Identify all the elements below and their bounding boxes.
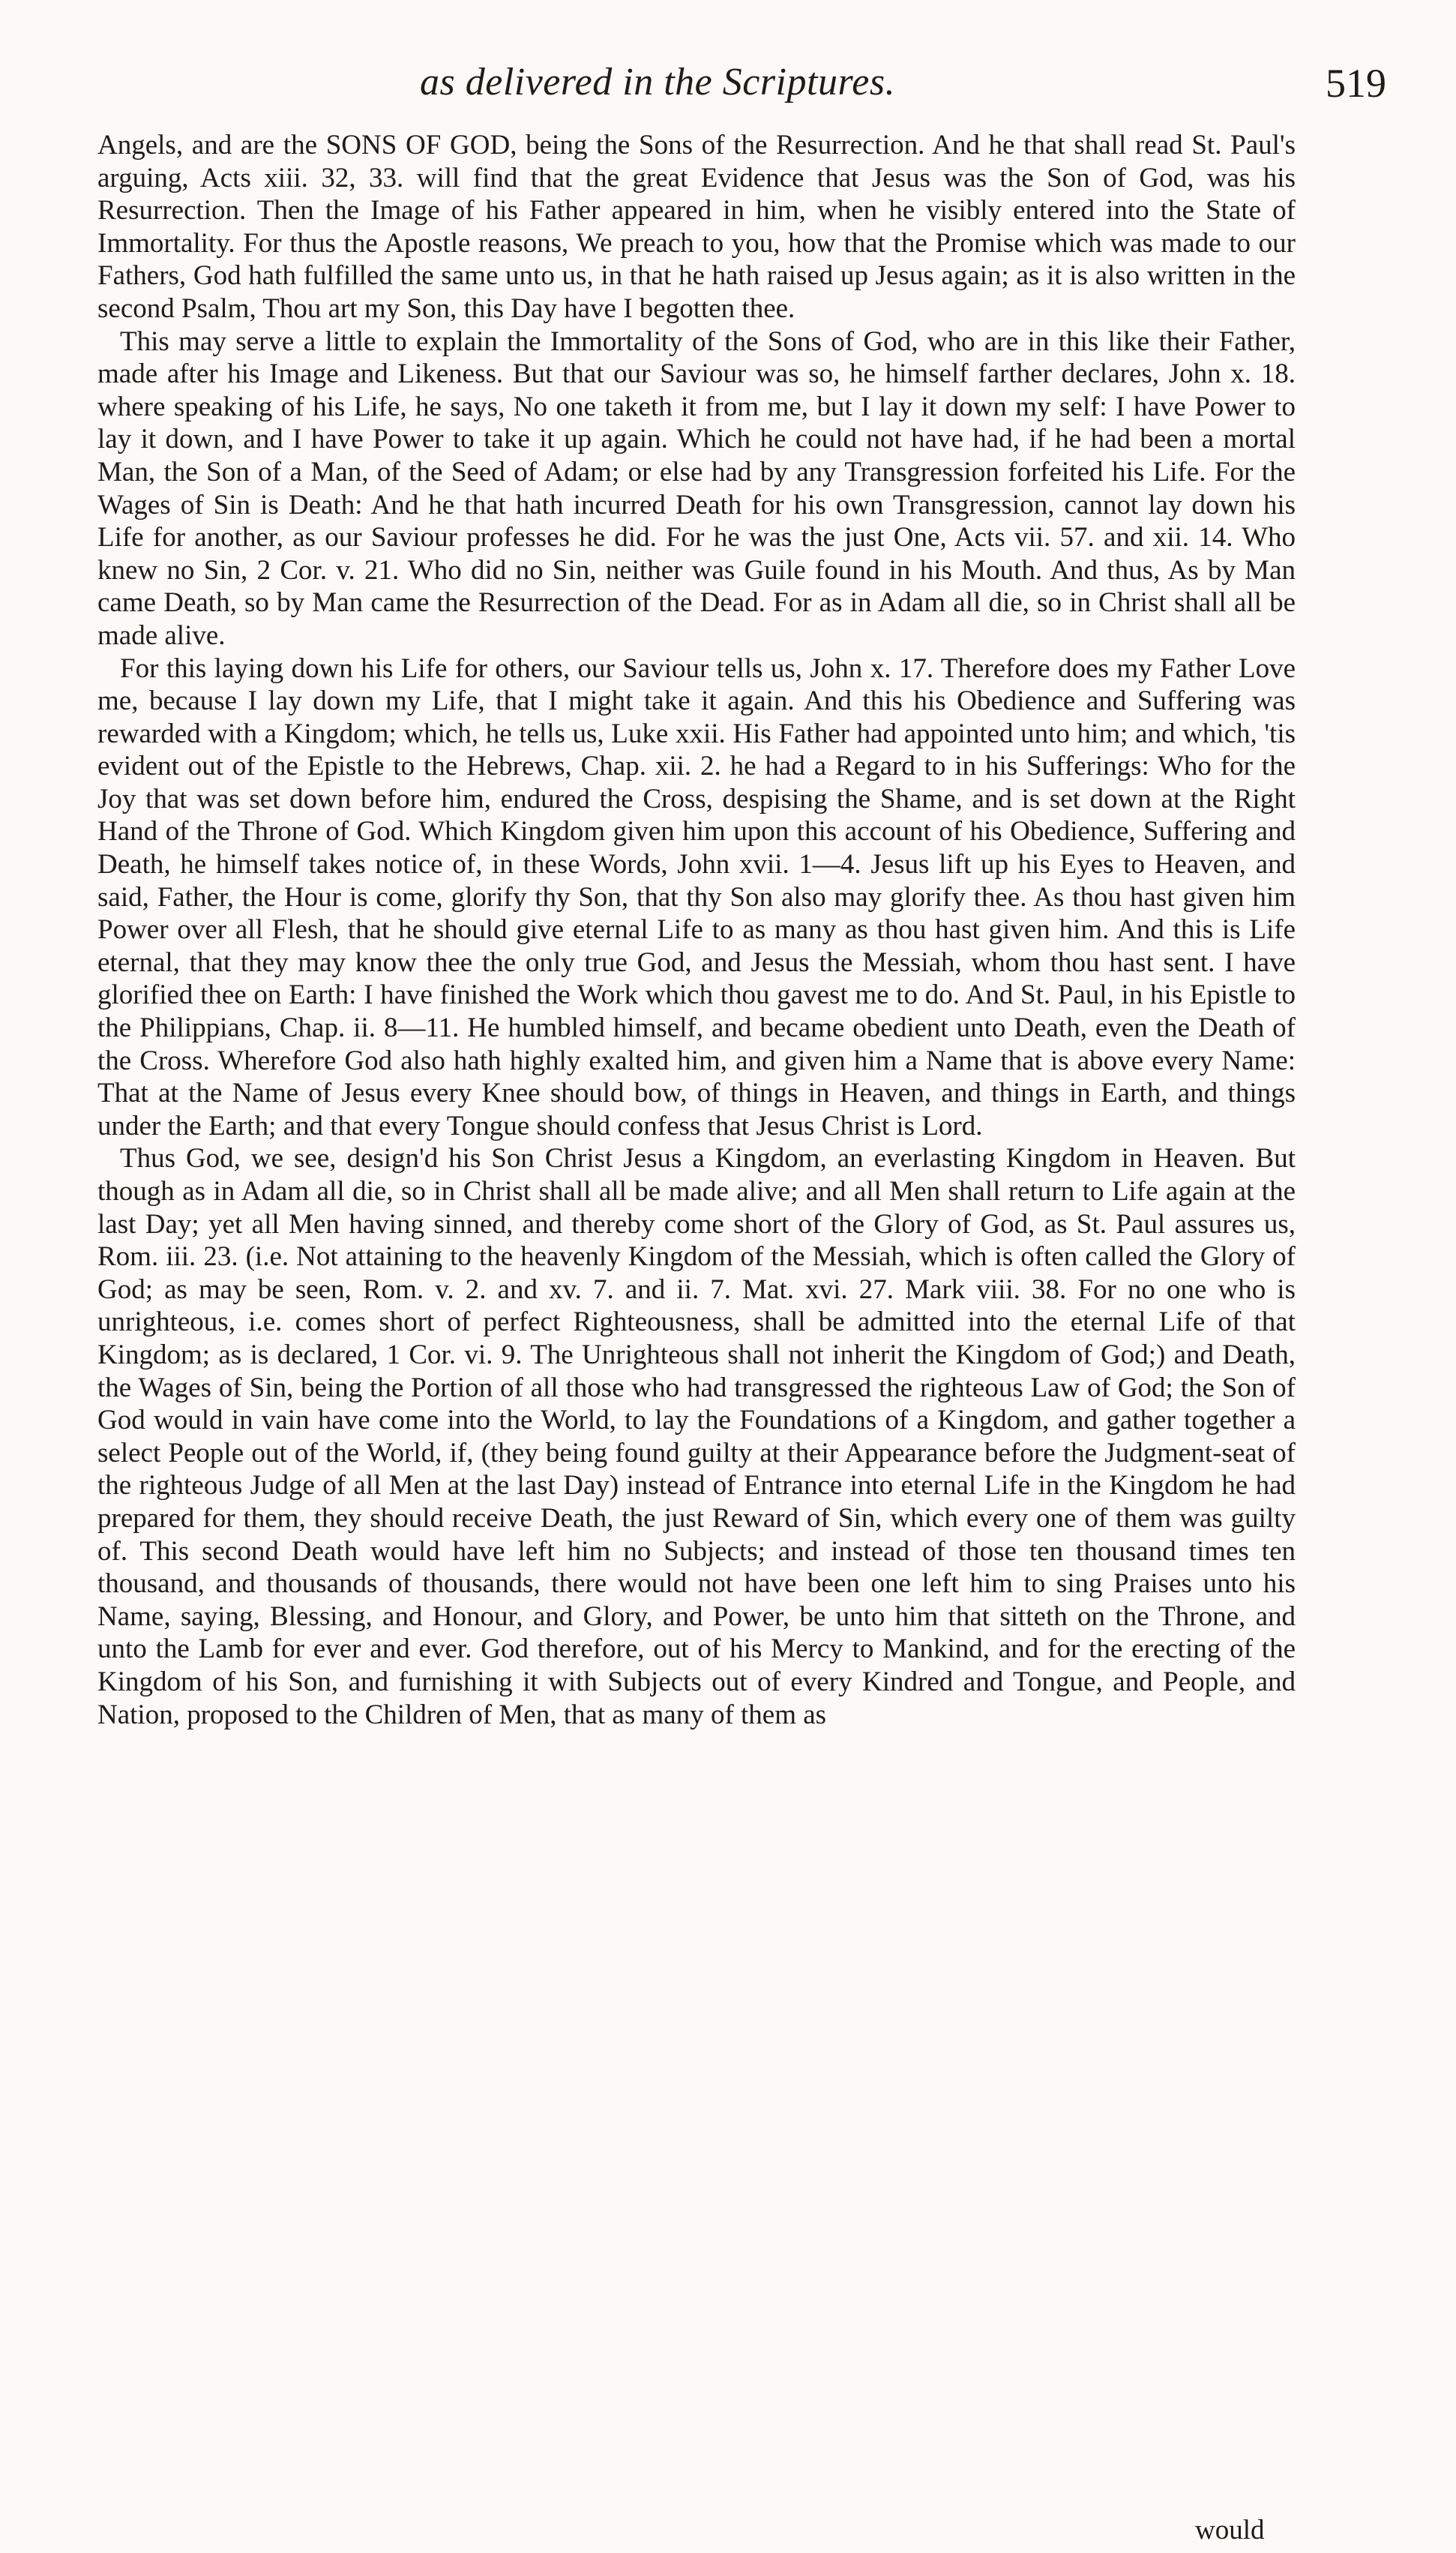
paragraph-3: For this laying down his Life for others, our Saviour tells us, John x. 17. Therefore does my Father Love me, because I lay down my Life, that I might take it again. And this his Obedience and Suffering was rewarded with a Kingdom; which, he tells us, Luke xxii. His Father had appointed unto him; and which, 'tis evident out of the Epistle to the Hebrews, Chap. xii. 2. he had a Regard to in his Sufferings: Who for the Joy that was set down before him, endured the Cross, despising the Shame, and is set down at the Right Hand of the Throne of God. Which Kingdom given him upon this account of his Obedience, Suffering and Death, he himself takes notice of, in these Words, John xvii. 1—4. Jesus lift up his Eyes to Heaven, and said, Father, the Hour is come, glorify thy Son, that thy Son also may glorify thee. As thou hast given him Power over all Flesh, that he should give eternal Life to as many as thou hast given him. And this is Life eternal, that they may know thee the only true God, and Jesus the Messiah, whom thou hast sent. I have glorified thee on Earth: I have finished the Work which thou gavest me to do. And St. Paul, in his Epistle to the Philippians, Chap. ii. 8—11. He humbled himself, and became obedient unto Death, even the Death of the Cross. Wherefore God also hath highly exalted him, and given him a Name that is above every Name: That at the Name of Jesus every Knee should bow, of things in Heaven, and things in Earth, and things under the Earth; and that every Tongue should confess that Jesus Christ is Lord.	[97, 652, 1296, 1142]
catchword: would	[1195, 2515, 1265, 2546]
running-head: as delivered in the Scriptures.	[420, 61, 896, 104]
paragraph-2: This may serve a little to explain the Immortality of the Sons of God, who are in this like their Father, made after his Image and Likeness. But that our Saviour was so, he himself farther declares, John x. 18. where speaking of his Life, he says, No one taketh it from me, but I lay it down my self: I have Power to lay it down, and I have Power to take it up again. Which he could not have had, if he had been a mortal Man, the Son of a Man, of the Seed of Adam; or else had by any Transgression forfeited his Life. For the Wages of Sin is Death: And he that hath incurred Death for his own Transgression, cannot lay down his Life for another, as our Saviour professes he did. For he was the just One, Acts vii. 57. and xii. 14. Who knew no Sin, 2 Cor. v. 21. Who did no Sin, neither was Guile found in his Mouth. And thus, As by Man came Death, so by Man came the Resurrection of the Dead. For as in Adam all die, so in Christ shall all be made alive.	[97, 326, 1296, 651]
page-number: 519	[1326, 61, 1386, 106]
paragraph-1: Angels, and are the SONS OF GOD, being the Sons of the Resurrection. And he that shall read St. Paul's arguing, Acts xiii. 32, 33. will find that the great Evidence that Jesus was the Son of God, was his Resurrection. Then the Image of his Father appeared in him, when he visibly entered into the State of Immortality. For thus the Apostle reasons, We preach to you, how that the Promise which was made to our Fathers, God hath fulfilled the same unto us, in that he hath raised up Jesus again; as it is also written in the second Psalm, Thou art my Son, this Day have I begotten thee.	[97, 130, 1296, 324]
body-text	[97, 129, 1296, 1731]
paragraph-4: Thus God, we see, design'd his Son Christ Jesus a Kingdom, an everlasting Kingdom in Heaven. But though as in Adam all die, so in Christ shall all be made alive; and all Men shall return to Life again at the last Day; yet all Men having sinned, and thereby come short of the Glory of God, as St. Paul assures us, Rom. iii. 23. (i.e. Not attaining to the heavenly Kingdom of the Messiah, which is often called the Glory of God; as may be seen, Rom. v. 2. and xv. 7. and ii. 7. Mat. xvi. 27. Mark viii. 38. For no one who is unrighteous, i.e. comes short of perfect Righteousness, shall be admitted into the eternal Life of that Kingdom; as is declared, 1 Cor. vi. 9. The Unrighteous shall not inherit the Kingdom of God;) and Death, the Wages of Sin, being the Portion of all those who had transgressed the righteous Law of God; the Son of God would in vain have come into the World, to lay the Foundations of a Kingdom, and gather together a select People out of the World, if, (they being found guilty at their Appearance before the Judgment-seat of the righteous Judge of all Men at the last Day) instead of Entrance into eternal Life in the Kingdom he had prepared for them, they should receive Death, the just Reward of Sin, which every one of them was guilty of. This second Death would have left him no Subjects; and instead of those ten thousand times ten thousand, and thousands of thousands, there would not have been one left him to sing Praises unto his Name, saying, Blessing, and Honour, and Glory, and Power, be unto him that sitteth on the Throne, and unto the Lamb for ever and ever. God therefore, out of his Mercy to Mankind, and for the erecting of the Kingdom of his Son, and furnishing it with Subjects out of every Kindred and Tongue, and People, and Nation, proposed to the Children of Men, that as many of them as	[97, 1143, 1296, 1730]
